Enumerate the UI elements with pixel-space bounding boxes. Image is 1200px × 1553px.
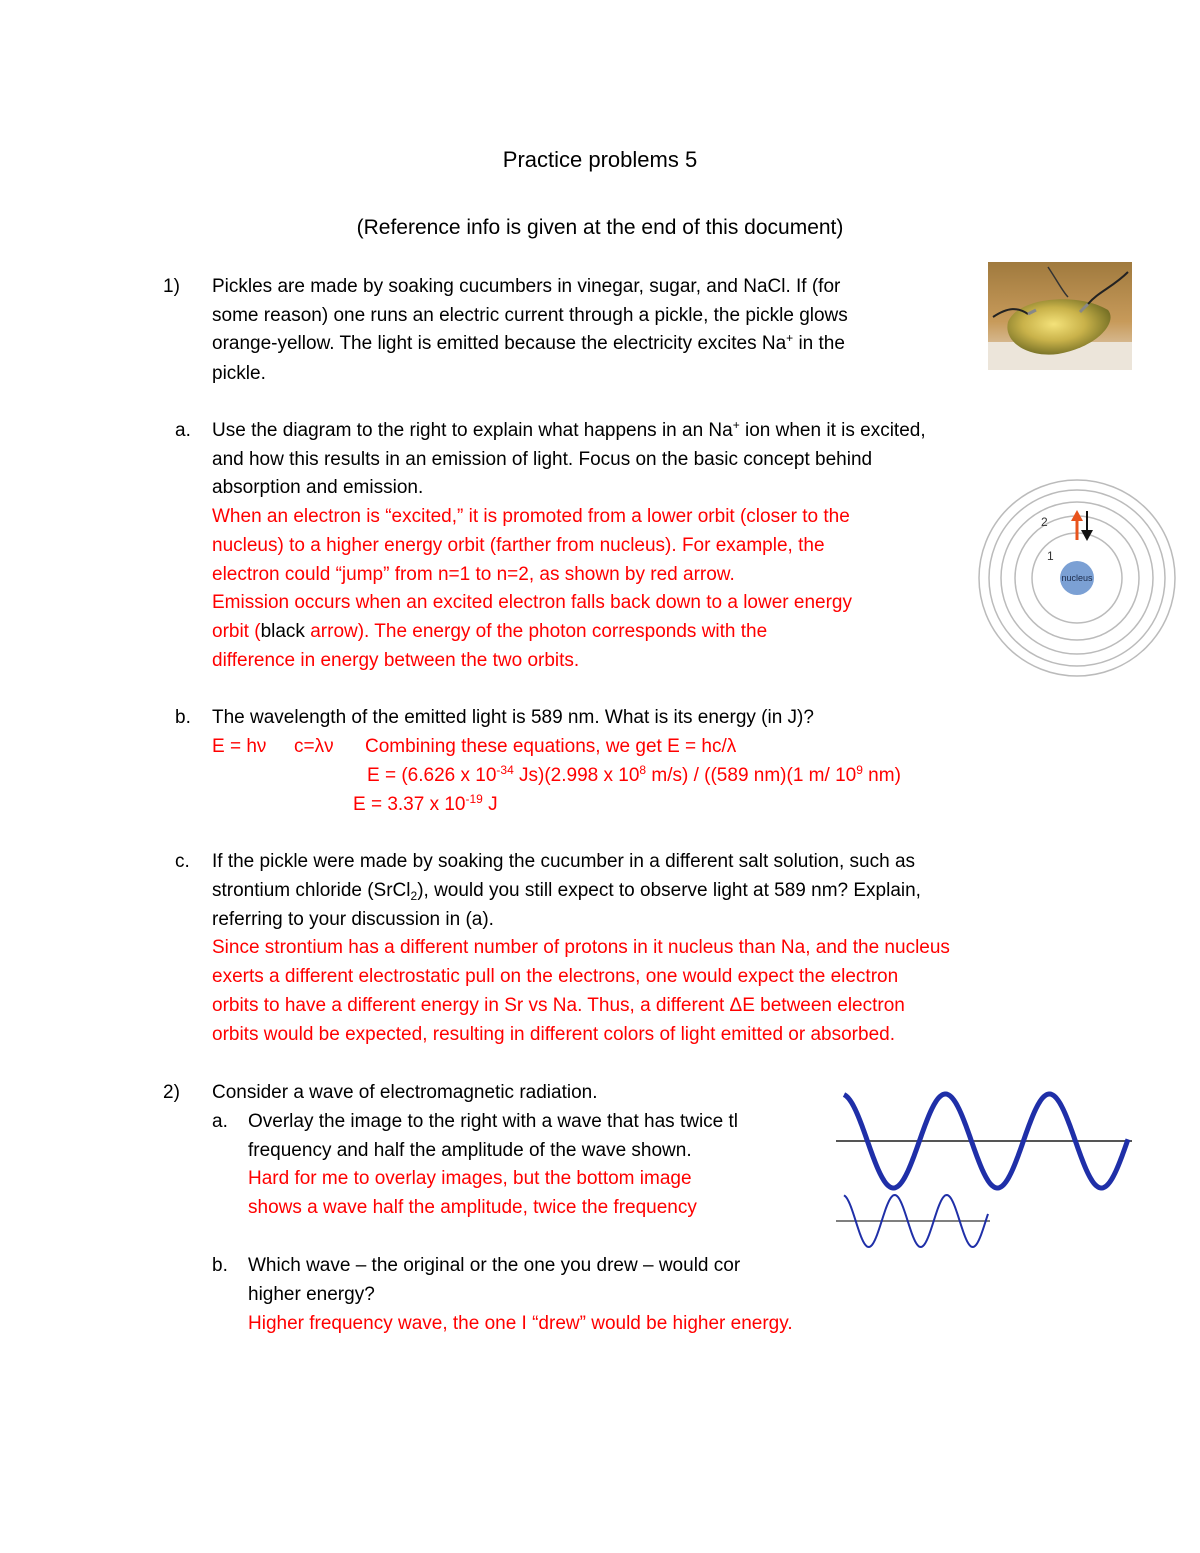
- question-1a-line: Use the diagram to the right to explain what happens in an Na+ ion when it is excited,: [212, 418, 926, 441]
- answer-1a-line: electron could “jump” from n=1 to n=2, as shown by red arrow.: [212, 564, 735, 585]
- question-1c-line: If the pickle were made by soaking the cucumber in a different salt solution, such as: [212, 851, 916, 872]
- question-1b-letter: b.: [175, 707, 191, 728]
- calculation-line: E = (6.626 x $10^{-34}$ Js)(2.998 x $10^8$ m/s) / ((589 nm)(1 m/ $10^9$ nm): [367, 763, 901, 786]
- question-1a-line: absorption and emission.: [212, 477, 424, 498]
- question-1-line: orange-yellow. The light is emitted because the electricity excites Na+ in the: [212, 331, 845, 354]
- page-title: Practice problems 5: [502, 147, 698, 172]
- answer-1a-line: difference in energy between the two orbits.: [212, 650, 580, 671]
- atom-orbit-diagram: [977, 478, 1177, 678]
- orbit-label-1: 1: [1047, 549, 1054, 563]
- answer-1c-line: orbits to have a different energy in Sr vs Na. Thus, a different ΔE between electron: [212, 995, 905, 1016]
- pickle-photo: [988, 262, 1132, 370]
- wave-figure: [830, 1080, 1140, 1255]
- question-2-number: 2): [163, 1082, 180, 1103]
- question-2a-letter: a.: [212, 1111, 228, 1132]
- answer-2a-line: shows a wave half the amplitude, twice the frequency: [248, 1197, 697, 1218]
- question-1a-line: and how this results in an emission of light. Focus on the basic concept behind: [212, 449, 873, 470]
- page-subtitle: (Reference info is given at the end of this document): [356, 216, 844, 239]
- question-1-number: 1): [163, 276, 180, 297]
- orbit-label-2: 2: [1041, 515, 1048, 529]
- answer-1c-line: exerts a different electrostatic pull on the electrons, one would expect the electron: [212, 966, 899, 987]
- nucleus-label: nucleus: [1061, 573, 1093, 583]
- answer-1a-line: Emission occurs when an excited electron falls back down to a lower energy: [212, 592, 852, 613]
- question-2a-line: frequency and half the amplitude of the wave shown.: [248, 1140, 692, 1161]
- equation-energy: E = hν: [212, 736, 267, 757]
- equation-combined: Combining these equations, we get E = hc/λ: [365, 736, 737, 757]
- answer-1a-line: When an electron is “excited,” it is promoted from a lower orbit (closer to the: [212, 506, 850, 527]
- question-2b-line: higher energy?: [248, 1284, 375, 1305]
- answer-1a-line: nucleus) to a higher energy orbit (farther from nucleus). For example, the: [212, 535, 825, 556]
- question-2b-line: Which wave – the original or the one you drew – would cor: [248, 1255, 741, 1276]
- answer-1a-line: orbit (black arrow). The energy of the photon corresponds with the: [212, 621, 768, 642]
- question-1-line: Pickles are made by soaking cucumbers in vinegar, sugar, and NaCl. If (for: [212, 276, 841, 297]
- equation-speed: c=λν: [294, 736, 334, 757]
- answer-2a-line: Hard for me to overlay images, but the bottom image: [248, 1168, 692, 1189]
- question-2a-line: Overlay the image to the right with a wave that has twice tl: [248, 1111, 739, 1132]
- answer-2b-line: Higher frequency wave, the one I “drew” would be higher energy.: [248, 1313, 793, 1334]
- question-1-line: pickle.: [212, 363, 266, 384]
- question-1-line: some reason) one runs an electric current through a pickle, the pickle glows: [212, 305, 848, 326]
- question-1b-text: The wavelength of the emitted light is 589 nm. What is its energy (in J)?: [212, 707, 814, 728]
- question-1c-letter: c.: [175, 851, 190, 872]
- question-1c-line: strontium chloride (SrCl$_2$), would you still expect to observe light at 589 nm? Explain,: [212, 880, 921, 903]
- answer-1c-line: Since strontium has a different number of protons in it nucleus than Na, and the nucleus: [212, 937, 950, 958]
- question-1c-line: referring to your discussion in (a).: [212, 909, 494, 930]
- question-2-stem: Consider a wave of electromagnetic radiation.: [212, 1082, 598, 1103]
- result-line: E = 3.37 x $10^{-19}$ J: [353, 792, 498, 815]
- question-2b-letter: b.: [212, 1255, 228, 1276]
- question-1a-letter: a.: [175, 420, 191, 441]
- answer-1c-line: orbits would be expected, resulting in different colors of light emitted or absorbed.: [212, 1024, 895, 1045]
